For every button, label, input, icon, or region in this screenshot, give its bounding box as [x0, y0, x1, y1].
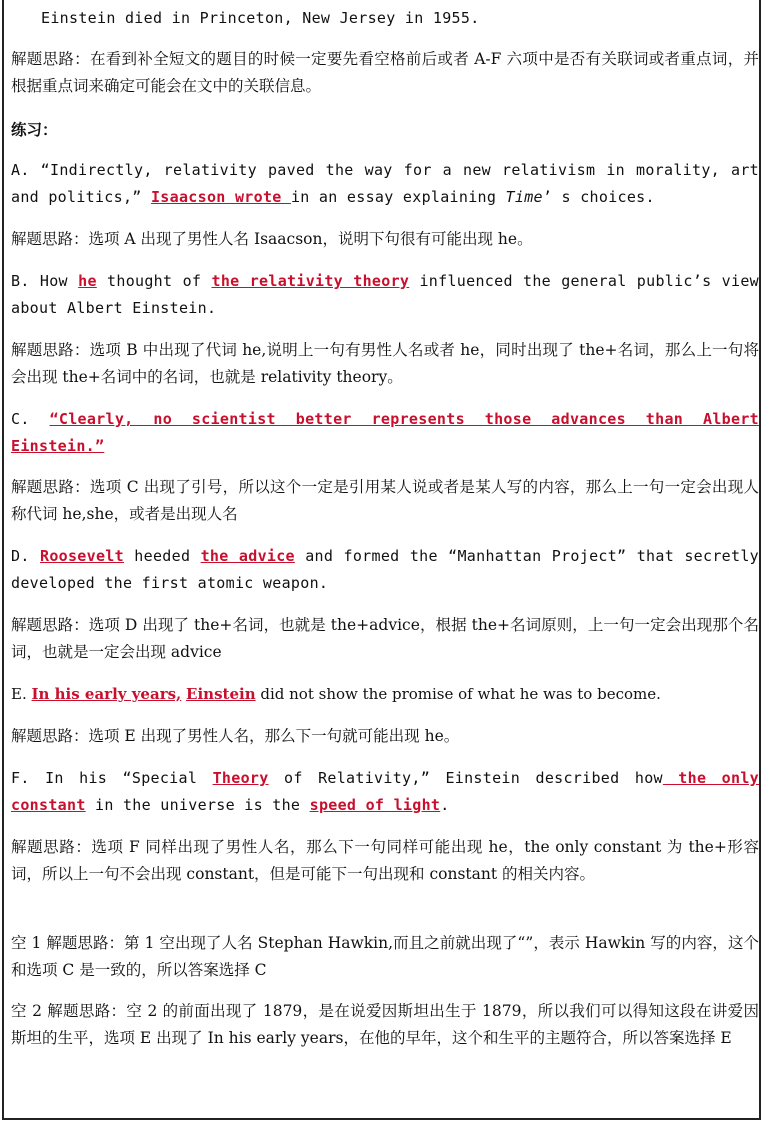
option-e-note: 解题思路：选项 E 出现了男性人名，那么下一句就可能出现 he。: [11, 727, 460, 745]
option-d-highlight-2: the advice: [200, 547, 295, 565]
option-b-text: B. How: [11, 272, 79, 290]
intro-paragraph: 解题思路：在看到补全短文的题目的时候一定要先看空格前后或者 A-F 六项中是否有关联词或者重点词，并根据重点词来确定可能会在文中的关联信息。: [11, 50, 759, 95]
option-f-text-3: in the universe is the: [85, 796, 310, 814]
option-a-highlight: Isaacson wrote: [150, 188, 291, 206]
option-d: [11, 543, 759, 597]
option-f-highlight-1: Theory: [212, 769, 269, 787]
option-f-text-4: .: [440, 796, 450, 814]
option-e-text-2: did not show the promise of what he was to become.: [255, 685, 661, 703]
option-a-note: 解题思路：选项 A 出现了男性人名 Isaacson，说明下句很有可能出现 he。: [11, 230, 533, 248]
option-d-text: D.: [11, 547, 40, 565]
option-e: [11, 681, 759, 708]
document-page: [2, 0, 761, 1120]
option-b-highlight-1: he: [78, 272, 97, 290]
option-b-text-2: thought of: [96, 272, 212, 290]
option-d-highlight-1: Roosevelt: [39, 547, 124, 565]
option-a-text-3: ’ s choices.: [542, 188, 655, 206]
practice-heading: 练习：: [11, 120, 58, 139]
option-d-text-3: and formed the “Manhattan Project” that secretly developed the first atomic weapon.: [11, 547, 759, 592]
option-b: [11, 268, 759, 322]
option-f-highlight-2: the only constant: [11, 769, 759, 814]
option-c-note: 解题思路：选项 C 出现了引号，所以这个一定是引用某人说或者是某人写的内容，那么上一句一定会出现人称代词 he,she，或者是出现人名: [11, 478, 759, 523]
option-d-text-2: heeded: [123, 547, 201, 565]
option-e-highlight-2: Einstein: [186, 685, 256, 703]
option-e-text: E.: [11, 685, 32, 703]
option-f-text: F. In his “Special: [11, 769, 213, 787]
top-line: Einstein died in Princeton, New Jersey in 1955.: [41, 9, 480, 27]
option-a-italic: Time: [505, 188, 543, 206]
option-d-note: 解题思路：选项 D 出现了 the+名词，也就是 the+advice，根据 the+名词原则，上一句一定会出现那个名词，也就是一定会出现 advice: [11, 616, 759, 661]
blank-1-note: 空 1 解题思路：第 1 空出现了人名 Stephan Hawkin,而且之前就出现了“”，表示 Hawkin 写的内容，这个和选项 C 是一致的，所以答案选择 C: [11, 934, 759, 979]
option-e-highlight-1: In his early years,: [31, 685, 182, 703]
option-c: [11, 406, 759, 460]
option-f-note: 解题思路：选项 F 同样出现了男性人名，那么下一句同样可能出现 he，the only constant 为 the+形容词，所以上一句不会出现 constant，但是可能下一句出现和 constant 的相关内容。: [11, 838, 759, 883]
option-c-highlight: “Clearly, no scientist better represents those advances than Albert Einstein.”: [11, 410, 759, 455]
option-f-highlight-3: speed of light: [309, 796, 441, 814]
option-a-text-2: in an essay explaining: [290, 188, 506, 206]
option-c-text: C.: [11, 410, 50, 428]
option-f-text-2: of Relativity,” Einstein described how: [268, 769, 663, 787]
option-f: [11, 765, 759, 819]
option-b-note: 解题思路：选项 B 中出现了代词 he,说明上一句有男性人名或者 he，同时出现了 the+名词，那么上一句将会出现 the+名词中的名词，也就是 relativity theory。: [11, 341, 759, 386]
option-b-text-3: influenced the general public’s view about Albert Einstein.: [11, 272, 759, 317]
blank-2-note: 空 2 解题思路：空 2 的前面出现了 1879，是在说爱因斯坦出生于 1879，所以我们可以得知这段在讲爱因斯坦的生平，选项 E 出现了 In his early years，在他的早年，这个和生平的主题符合，所以答案选择 E: [11, 1002, 759, 1047]
option-b-highlight-2: the relativity theory: [211, 272, 410, 290]
option-a-text: A. “Indirectly, relativity paved the way for a new relativism in morality, art and politics,”: [11, 161, 759, 206]
option-a: [11, 157, 759, 211]
